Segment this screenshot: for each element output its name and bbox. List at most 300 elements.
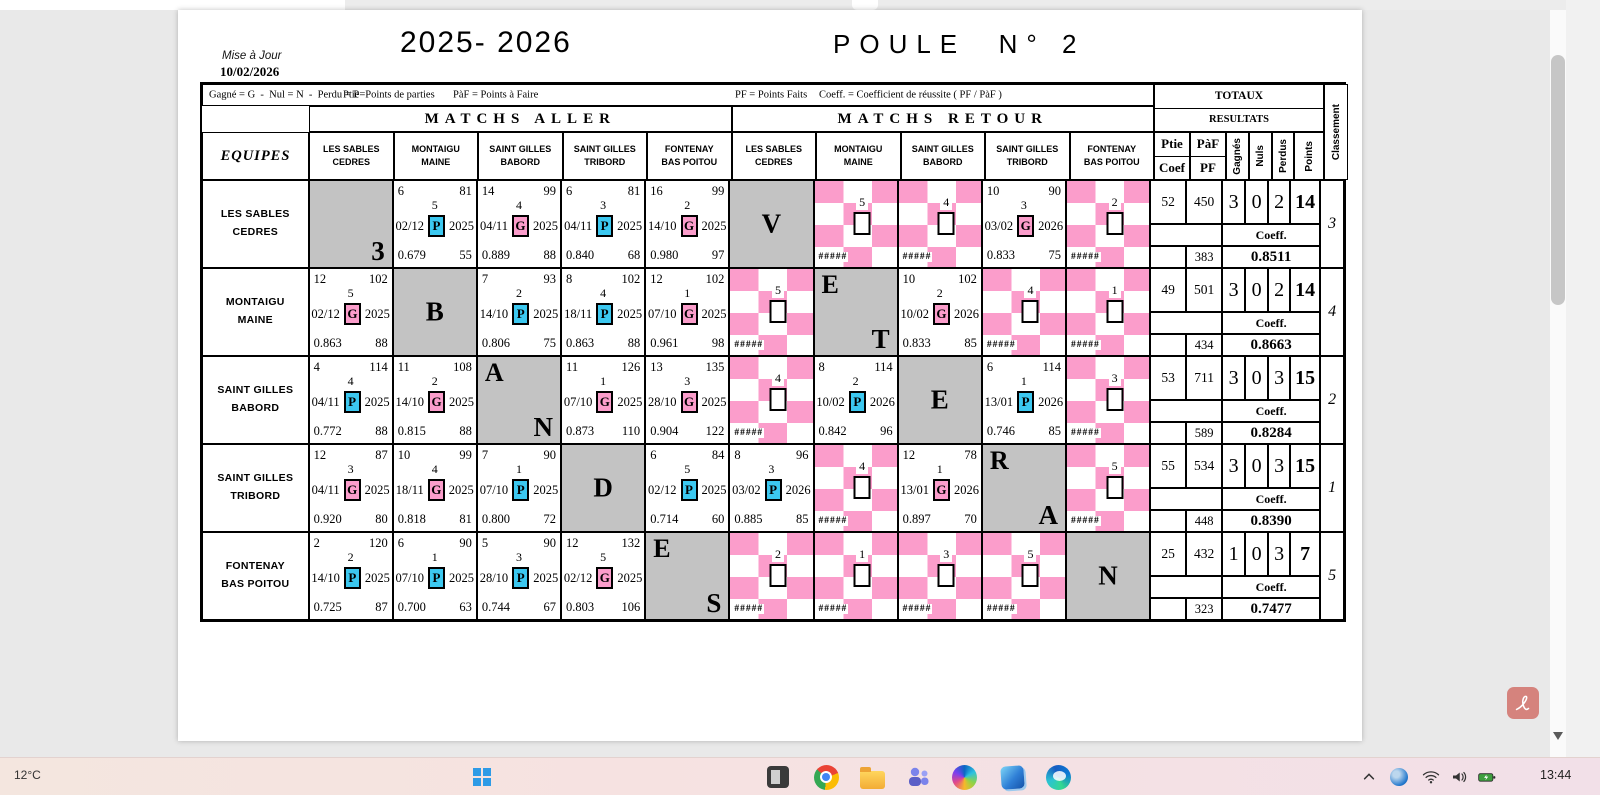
match-cell-future xyxy=(1066,180,1150,268)
diagonal-cell xyxy=(1066,532,1150,620)
pdf-page xyxy=(178,10,1362,741)
totals-main-row xyxy=(1150,444,1320,488)
match-coef: 0.815 xyxy=(397,424,426,438)
result-letter-box: G xyxy=(681,391,698,413)
header-team-retour-1 xyxy=(732,132,817,180)
team-name-line: MAINE xyxy=(843,157,873,167)
match-cell-future xyxy=(1066,268,1150,356)
coef-label: Coef xyxy=(1155,156,1189,179)
team-name-line: SAINT GILLES xyxy=(217,384,294,397)
match-coef: 0.746 xyxy=(986,424,1015,438)
match-year: 2025 xyxy=(533,482,559,497)
match-topline xyxy=(566,272,640,287)
match-year: 2026 xyxy=(953,306,979,321)
windows-logo-icon xyxy=(473,768,491,786)
pinned-app-dark[interactable] xyxy=(764,763,792,791)
match-journee: 5 xyxy=(684,462,691,476)
match-cell-played xyxy=(561,268,645,356)
header-gagnes: Gagnés xyxy=(1226,132,1249,180)
file-explorer-button[interactable] xyxy=(858,763,886,791)
match-date: 10/02 xyxy=(816,394,845,409)
match-coef: 0.744 xyxy=(481,600,510,614)
legend-gnp: Gagné = G - Nul = N - Perdu = P xyxy=(209,89,360,101)
match-journee: 1 xyxy=(684,286,691,300)
match-coef: 0.714 xyxy=(650,512,679,526)
classement-value: 3 xyxy=(1320,180,1344,268)
not-played-hash: ##### xyxy=(734,428,764,438)
mail-button[interactable] xyxy=(998,763,1026,791)
match-date: 04/11 xyxy=(564,218,593,233)
match-date: 07/10 xyxy=(563,394,593,409)
match-topline xyxy=(398,448,472,463)
empty-result-box xyxy=(1022,300,1039,323)
header-paf-pf xyxy=(1190,132,1226,180)
not-played-hash: ##### xyxy=(1070,252,1100,262)
empty-result-box xyxy=(1106,300,1123,323)
match-ptie: 8 xyxy=(566,272,573,286)
match-pf: 122 xyxy=(705,424,725,438)
match-journee: 5 xyxy=(431,198,438,212)
table-row xyxy=(202,180,1344,268)
match-topline xyxy=(566,536,640,551)
browser-top-strip xyxy=(0,0,1566,10)
diagonal-letter: N xyxy=(533,412,554,442)
match-journee: 4 xyxy=(1024,283,1036,298)
match-coef-line xyxy=(314,600,388,615)
match-result-line xyxy=(815,391,897,413)
total-paf: 534 xyxy=(1186,444,1222,488)
totals-coeff-row xyxy=(1150,598,1320,620)
match-pf: 85 xyxy=(964,336,977,350)
team-name-line: TRIBORD xyxy=(584,157,626,167)
match-topline xyxy=(903,448,977,463)
match-paf: 102 xyxy=(621,272,641,286)
match-coef-line xyxy=(482,248,556,263)
totals-coeff-row xyxy=(1150,510,1320,532)
totals-blank xyxy=(1150,400,1222,422)
match-pf: 75 xyxy=(543,336,557,350)
match-topline xyxy=(398,536,472,551)
totals-block xyxy=(1150,268,1320,356)
match-pf: 106 xyxy=(621,600,641,614)
match-cell-future xyxy=(982,532,1066,620)
match-date: 14/10 xyxy=(479,306,509,321)
match-year: 2025 xyxy=(532,218,558,233)
total-perdus: 2 xyxy=(1268,268,1290,312)
diagonal-letter: S xyxy=(706,588,722,618)
match-result-line xyxy=(646,303,728,325)
match-journee: 4 xyxy=(772,371,784,386)
empty-result-box xyxy=(769,300,786,323)
totals-block xyxy=(1150,444,1320,532)
coeff-value: 0.8663 xyxy=(1222,334,1320,356)
match-pf: 80 xyxy=(375,512,388,526)
match-pf: 60 xyxy=(711,512,725,526)
match-coef: 0.700 xyxy=(397,600,426,614)
match-cell-played xyxy=(645,356,729,444)
match-paf: 90 xyxy=(1048,184,1061,198)
edge-button[interactable] xyxy=(1044,763,1072,791)
match-date: 13/01 xyxy=(900,482,929,497)
not-played-hash: ##### xyxy=(986,340,1016,350)
match-year: 2025 xyxy=(533,306,559,321)
match-date: 18/11 xyxy=(395,482,424,497)
totals-blank xyxy=(1150,576,1222,598)
team-name-line: SAINT GILLES xyxy=(217,472,294,485)
team-cell xyxy=(202,356,309,444)
empty-result-box xyxy=(854,212,871,235)
dark-app-icon xyxy=(767,766,789,788)
match-cell-future xyxy=(729,356,813,444)
match-date: 13/01 xyxy=(984,394,1014,409)
match-date: 04/11 xyxy=(311,394,340,409)
match-result-line xyxy=(478,479,560,501)
total-perdus: 3 xyxy=(1268,532,1290,576)
match-paf: 114 xyxy=(874,360,893,374)
total-gagnes: 3 xyxy=(1222,444,1245,488)
match-date: 02/12 xyxy=(563,570,593,585)
diagonal-letter: R xyxy=(989,446,1009,475)
match-journee: 2 xyxy=(431,374,438,388)
weather-temperature[interactable]: 12°C xyxy=(14,768,41,782)
empty-result-box xyxy=(769,388,786,411)
diagonal-cell xyxy=(645,532,729,620)
match-paf: 132 xyxy=(621,536,641,550)
table-row xyxy=(202,356,1344,444)
folder-icon xyxy=(860,771,885,789)
match-ptie: 11 xyxy=(397,360,410,374)
header-team-aller-3 xyxy=(478,132,563,180)
match-pf: 88 xyxy=(375,424,388,438)
team-name-line: BAS POITOU xyxy=(1083,157,1140,167)
totals-blank xyxy=(1150,510,1186,532)
team-name-line: SAINT GILLES xyxy=(573,143,636,154)
update-date: 10/02/2026 xyxy=(220,64,280,79)
match-result-line xyxy=(478,303,560,325)
diagonal-letter: E xyxy=(821,270,839,299)
match-coef-line xyxy=(482,512,556,527)
result-letter-box: G xyxy=(681,303,698,325)
total-paf: 432 xyxy=(1186,532,1222,576)
pf-label: PF xyxy=(1191,156,1225,179)
match-ptie: 12 xyxy=(313,448,327,462)
match-cell-future xyxy=(898,532,982,620)
header-team-retour-5 xyxy=(1070,132,1155,180)
match-cell-played xyxy=(898,268,982,356)
match-cell-played xyxy=(982,356,1066,444)
match-topline xyxy=(482,184,556,199)
team-name-line: FONTENAY xyxy=(225,560,285,573)
match-journee: 2 xyxy=(936,286,943,300)
header-team-aller-1 xyxy=(309,132,394,180)
match-result-line xyxy=(310,567,392,589)
match-coef: 0.842 xyxy=(818,424,847,438)
match-ptie: 12 xyxy=(902,448,916,462)
acrobat-button[interactable] xyxy=(1507,687,1539,719)
totals-main-row xyxy=(1150,356,1320,400)
diagonal-cell xyxy=(477,356,561,444)
totals-blank xyxy=(1150,334,1186,356)
classement-value: 2 xyxy=(1320,356,1344,444)
diagonal-letter: N xyxy=(1098,560,1118,591)
match-result-line xyxy=(983,215,1065,237)
match-date: 02/12 xyxy=(648,482,677,497)
team-cell xyxy=(202,268,309,356)
diagonal-cell xyxy=(814,268,898,356)
teams-button[interactable] xyxy=(904,763,932,791)
match-coef-line xyxy=(398,600,472,615)
tray-volume-button[interactable] xyxy=(1446,763,1472,791)
team-cell xyxy=(202,532,309,620)
header-classement: Classement xyxy=(1324,84,1348,180)
match-journee: 5 xyxy=(856,195,868,210)
match-ptie: 10 xyxy=(397,448,411,462)
match-coef-line xyxy=(482,336,556,351)
match-journee: 4 xyxy=(940,195,952,210)
match-cell-future xyxy=(814,444,898,532)
match-cell-played xyxy=(309,444,393,532)
header-team-aller-2 xyxy=(394,132,479,180)
acrobat-icon xyxy=(1512,692,1534,714)
tray-onedrive-button[interactable] xyxy=(1386,763,1412,791)
coeff-value: 0.8390 xyxy=(1222,510,1320,532)
match-result-line xyxy=(899,303,981,325)
totals-main-row xyxy=(1150,180,1320,224)
table-row xyxy=(202,444,1344,532)
match-journee: 3 xyxy=(940,547,952,562)
match-journee: 4 xyxy=(856,459,868,474)
header-team-aller-4 xyxy=(563,132,648,180)
match-coef: 0.803 xyxy=(566,600,595,614)
diagonal-cell xyxy=(393,268,477,356)
match-pf: 96 xyxy=(880,424,893,438)
start-button[interactable] xyxy=(468,763,496,791)
total-gagnes: 1 xyxy=(1222,532,1245,576)
not-played-hash: ##### xyxy=(818,516,848,526)
match-journee: 1 xyxy=(1109,283,1121,298)
match-journee: 4 xyxy=(515,198,522,212)
tray-battery-button[interactable] xyxy=(1474,763,1500,791)
team-name-line: CEDRES xyxy=(232,226,279,238)
diagonal-cell xyxy=(982,444,1066,532)
match-ptie: 11 xyxy=(566,360,579,374)
match-topline xyxy=(314,536,388,551)
match-coef: 0.800 xyxy=(481,512,510,526)
match-journee: 1 xyxy=(515,462,522,476)
match-ptie: 12 xyxy=(650,272,663,286)
not-played-hash: ##### xyxy=(986,604,1016,614)
match-coef: 0.863 xyxy=(313,336,342,350)
match-paf: 114 xyxy=(1042,360,1061,374)
update-label: Mise à Jour xyxy=(222,50,282,62)
total-points: 14 xyxy=(1290,180,1320,224)
table-row xyxy=(202,268,1344,356)
match-journee: 2 xyxy=(1109,195,1121,210)
coeff-value: 0.7477 xyxy=(1222,598,1320,620)
not-played-hash: ##### xyxy=(734,604,764,614)
match-pf: 85 xyxy=(796,512,809,526)
match-topline xyxy=(482,448,556,463)
match-cell-played xyxy=(814,356,898,444)
match-result-line xyxy=(899,479,981,501)
match-cell-played xyxy=(393,444,477,532)
header-team-retour-2 xyxy=(816,132,901,180)
mail-icon xyxy=(1000,765,1025,790)
match-journee: 2 xyxy=(684,198,691,212)
match-journee: 2 xyxy=(347,550,354,564)
match-date: 03/02 xyxy=(984,218,1014,233)
match-cell-played xyxy=(729,444,813,532)
globe-icon xyxy=(1390,768,1408,786)
result-letter-box: G xyxy=(428,479,445,501)
result-letter-box: P xyxy=(512,479,529,501)
match-coef: 0.873 xyxy=(566,424,595,438)
match-paf: 90 xyxy=(459,536,472,550)
match-paf: 87 xyxy=(375,448,388,462)
tray-wifi-button[interactable] xyxy=(1418,763,1444,791)
chevron-up-icon xyxy=(1362,770,1376,784)
header-perdus: Perdus xyxy=(1272,132,1294,180)
resultats-label: RESULTATS xyxy=(1155,108,1323,131)
total-paf: 450 xyxy=(1186,180,1222,224)
match-journee: 5 xyxy=(1024,547,1036,562)
tray-chevron-button[interactable] xyxy=(1356,763,1382,791)
match-topline xyxy=(650,272,724,287)
match-result-line xyxy=(310,479,392,501)
league-table xyxy=(200,82,1346,622)
not-played-hash: ##### xyxy=(1070,428,1100,438)
match-date: 07/10 xyxy=(395,570,425,585)
match-journee: 1 xyxy=(600,374,607,388)
match-coef: 0.889 xyxy=(481,248,510,262)
match-date: 03/02 xyxy=(732,482,761,497)
match-journee: 5 xyxy=(600,550,607,564)
total-perdus: 2 xyxy=(1268,180,1290,224)
diagonal-letter: V xyxy=(761,208,782,239)
match-date: 02/12 xyxy=(395,218,425,233)
match-year: 2026 xyxy=(1038,394,1064,409)
match-journee: 3 xyxy=(1109,371,1121,386)
diagonal-letter: 3 xyxy=(371,236,385,266)
coeff-label: Coeff. xyxy=(1222,224,1320,246)
match-ptie: 8 xyxy=(818,360,825,374)
match-ptie: 6 xyxy=(566,184,573,198)
match-pf: 110 xyxy=(621,424,641,438)
match-result-line xyxy=(646,479,728,501)
season-title: 2025- 2026 xyxy=(400,26,572,59)
match-journee: 1 xyxy=(856,547,868,562)
match-pf: 63 xyxy=(459,600,472,614)
diagonal-letter: D xyxy=(593,472,613,503)
team-name-line: MONTAIGU xyxy=(225,296,285,309)
match-topline xyxy=(650,184,724,199)
match-topline xyxy=(819,360,893,375)
header-ptie-coef xyxy=(1154,132,1190,180)
total-points: 15 xyxy=(1290,444,1320,488)
match-topline xyxy=(734,448,808,463)
totals-blank xyxy=(1150,246,1186,268)
totals-coeff-label-row xyxy=(1150,400,1320,422)
match-cell-played xyxy=(982,180,1066,268)
classement-value: 4 xyxy=(1320,268,1344,356)
match-coef: 0.840 xyxy=(566,248,595,262)
result-letter-box: P xyxy=(596,303,613,325)
totals-main-row xyxy=(1150,532,1320,576)
match-journee: 2 xyxy=(515,286,522,300)
match-coef-line xyxy=(650,336,724,351)
match-pf: 88 xyxy=(627,336,641,350)
match-cell-played xyxy=(645,180,729,268)
match-cell-played xyxy=(309,268,393,356)
match-ptie: 6 xyxy=(650,448,657,462)
match-journee: 5 xyxy=(1109,459,1121,474)
match-paf: 93 xyxy=(543,272,557,286)
match-coef: 0.961 xyxy=(650,336,679,350)
result-letter-box: P xyxy=(681,479,698,501)
chrome-button[interactable] xyxy=(812,763,840,791)
match-pf: 98 xyxy=(711,336,725,350)
vertical-scrollbar[interactable] xyxy=(1550,10,1566,757)
match-topline xyxy=(314,448,388,463)
totals-block xyxy=(1150,356,1320,444)
header-points: Points xyxy=(1294,132,1324,180)
match-journee: 3 xyxy=(1020,198,1027,212)
team-name-line: BABORD xyxy=(500,157,540,167)
match-coef: 0.885 xyxy=(734,512,763,526)
not-played-hash: ##### xyxy=(1070,340,1100,350)
result-letter-box: G xyxy=(933,479,950,501)
total-ptie: 49 xyxy=(1150,268,1186,312)
legend-ptie: Ptie=Points de parties xyxy=(343,89,435,101)
total-ptie: 52 xyxy=(1150,180,1186,224)
match-journee: 3 xyxy=(768,462,775,476)
copilot-button[interactable] xyxy=(950,763,978,791)
match-year: 2025 xyxy=(701,218,727,233)
top-mini-tab xyxy=(852,0,878,10)
scrollbar-down-arrow[interactable] xyxy=(1553,732,1563,740)
match-result-line xyxy=(310,391,392,413)
match-result-line xyxy=(562,567,644,589)
match-pf: 81 xyxy=(459,512,472,526)
match-topline xyxy=(398,184,472,199)
match-coef: 0.818 xyxy=(397,512,426,526)
not-played-hash: ##### xyxy=(902,252,932,262)
scrollbar-thumb[interactable] xyxy=(1551,55,1565,305)
taskbar xyxy=(0,757,1600,795)
total-ptie: 25 xyxy=(1150,532,1186,576)
match-year: 2025 xyxy=(364,482,390,497)
match-pf: 88 xyxy=(375,336,388,350)
diagonal-cell xyxy=(729,180,813,268)
match-cell-future xyxy=(729,268,813,356)
totals-block xyxy=(1150,532,1320,620)
match-cell-played xyxy=(477,268,561,356)
taskbar-clock[interactable]: 13:44 xyxy=(1540,768,1572,782)
match-result-line xyxy=(562,303,644,325)
totals-main-row xyxy=(1150,268,1320,312)
match-journee: 4 xyxy=(431,462,438,476)
match-topline xyxy=(987,360,1061,375)
match-coef-line xyxy=(987,424,1061,439)
empty-result-box xyxy=(938,564,955,587)
team-name-line: TRIBORD xyxy=(1006,157,1048,167)
coeff-value: 0.8511 xyxy=(1222,246,1320,268)
result-letter-box: P xyxy=(428,215,445,237)
match-ptie: 16 xyxy=(650,184,663,198)
match-journee: 1 xyxy=(1020,374,1027,388)
match-coef-line xyxy=(398,248,472,263)
match-topline xyxy=(482,536,556,551)
